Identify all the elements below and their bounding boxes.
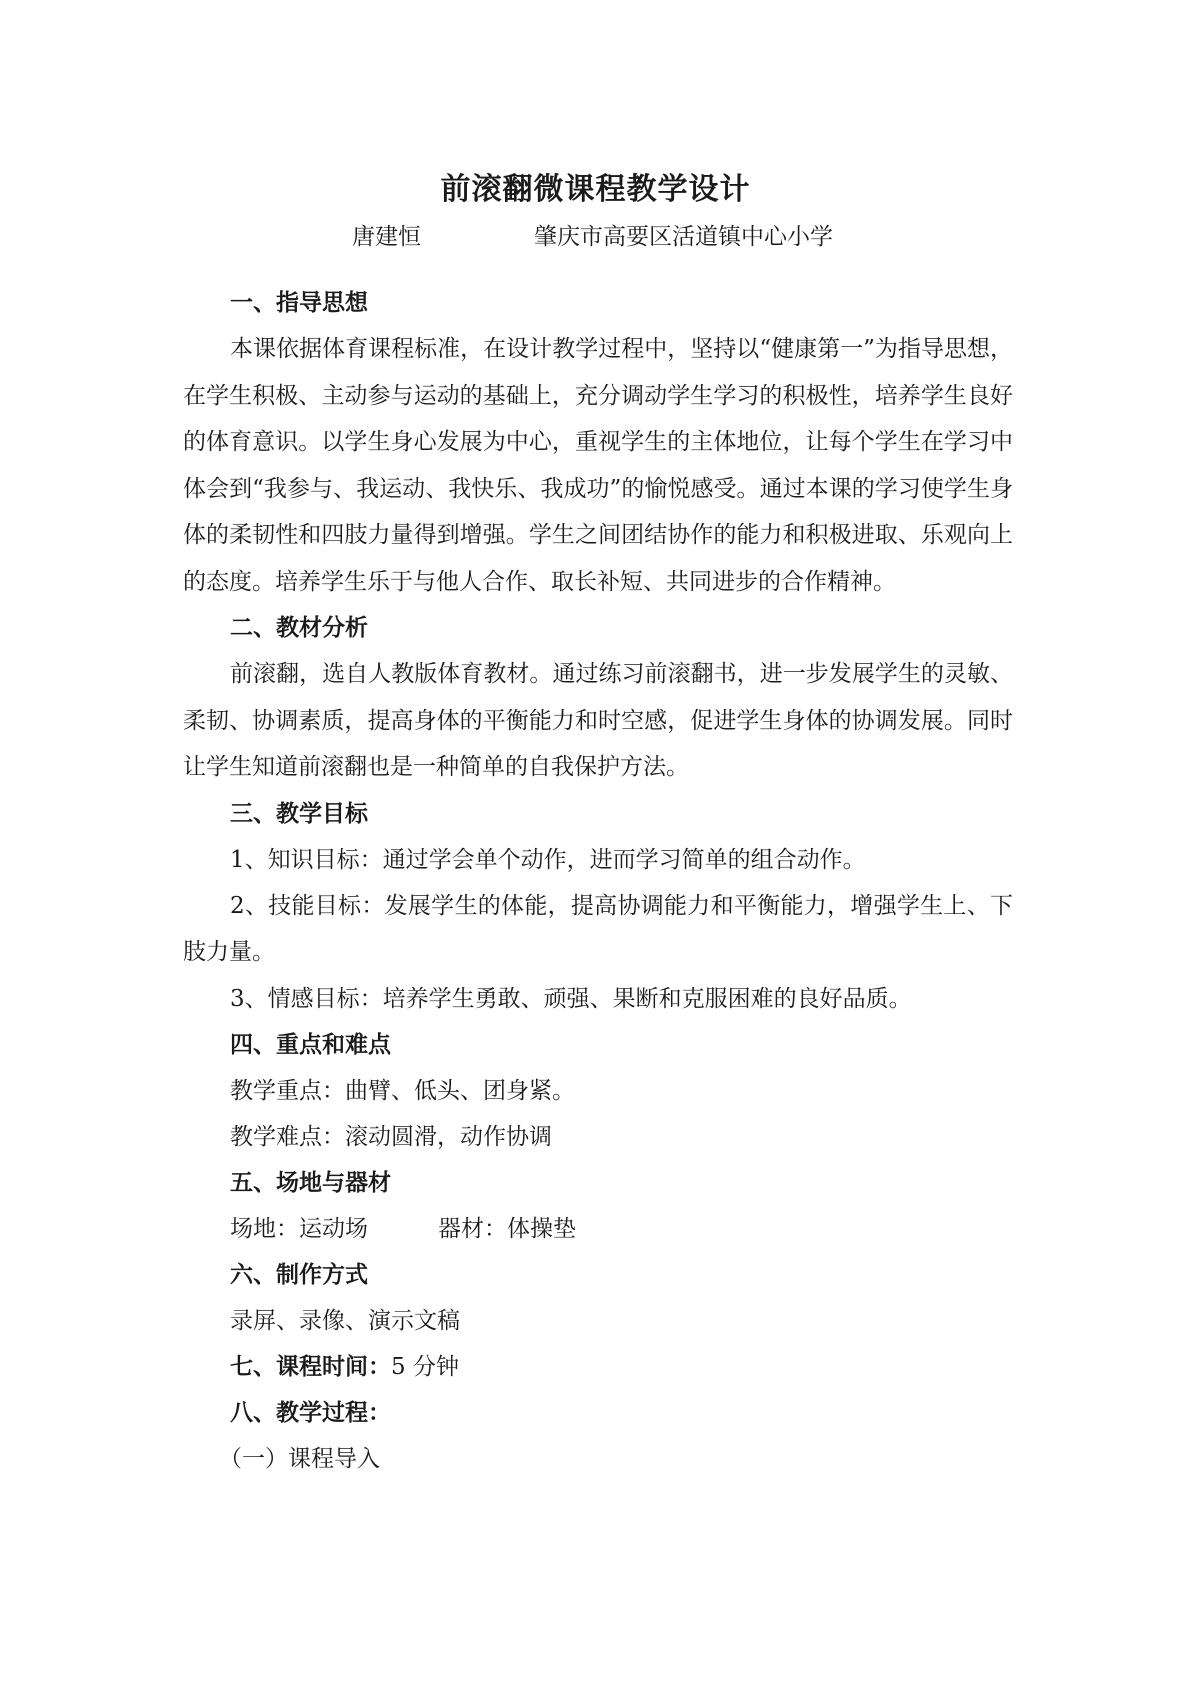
document-body <box>183 280 1013 1482</box>
paragraph-material-analysis: 前滚翻，选自人教版体育教材。通过练习前滚翻书，进一步发展学生的灵敏、柔韧、协调素质，提高身体的平衡能力和时空感，促进学生身体的协调发展。同时让学生知道前滚翻也是一种简单的自我保护方法。 <box>183 661 1013 780</box>
goal-emotion: 3、情感目标：培养学生勇敢、顽强、果断和克服困难的良好品质。 <box>230 985 912 1012</box>
school-name: 肇庆市高要区活道镇中心小学 <box>534 224 833 250</box>
production-method-text: 录屏、录像、演示文稿 <box>230 1307 460 1334</box>
section-heading-teaching-process: 八、教学过程： <box>230 1398 391 1426</box>
section-heading-course-duration <box>183 1344 1013 1390</box>
goal-knowledge: 1、知识目标：通过学会单个动作，进而学习简单的组合动作。 <box>230 846 866 873</box>
document-title: 前滚翻微课程教学设计 <box>440 172 751 207</box>
venue-equipment-line <box>183 1206 1013 1252</box>
teaching-difficulty: 教学难点：滚动圆滑，动作协调 <box>230 1123 552 1150</box>
section-heading-venue-equipment: 五、场地与器材 <box>230 1168 391 1196</box>
subsection-course-intro: （一）课程导入 <box>219 1445 380 1472</box>
paragraph-guiding-ideology: 本课依据体育课程标准，在设计教学过程中，坚持以“健康第一”为指导思想，在学生积极、主动参与运动的基础上，充分调动学生学习的积极性，培养学生良好的体育意识。以学生身心发展为中心，重视学生的主体地位，让每个学生在学习中体会到“我参与、我运动、我快乐、我成功”的愉悦感受。通过本课的学习使学生身体的柔韧性和四肢力量得到增强。学生之间团结协作的能力和积极进取、乐观向上的态度。培养学生乐于与他人合作、取长补短、共同进步的合作精神。 <box>183 336 1013 595</box>
course-duration-value: 5 分钟 <box>391 1353 459 1380</box>
section-heading-key-points: 四、重点和难点 <box>230 1030 391 1058</box>
teaching-key-point: 教学重点：曲臂、低头、团身紧。 <box>230 1077 575 1104</box>
goal-skill: 2、技能目标：发展学生的体能，提高协调能力和平衡能力，增强学生上、下肢力量。 <box>183 892 1013 965</box>
venue-text: 场地：运动场 <box>230 1215 368 1242</box>
equipment-text: 器材：体操垫 <box>438 1215 576 1242</box>
section-heading-production-method: 六、制作方式 <box>230 1260 368 1288</box>
course-duration-label: 七、课程时间： <box>230 1352 391 1380</box>
section-heading-material-analysis: 二、教材分析 <box>230 614 368 641</box>
section-heading-guiding-ideology: 一、指导思想 <box>230 289 368 316</box>
author-name: 唐建恒 <box>352 224 421 250</box>
section-heading-teaching-goals: 三、教学目标 <box>230 799 368 827</box>
